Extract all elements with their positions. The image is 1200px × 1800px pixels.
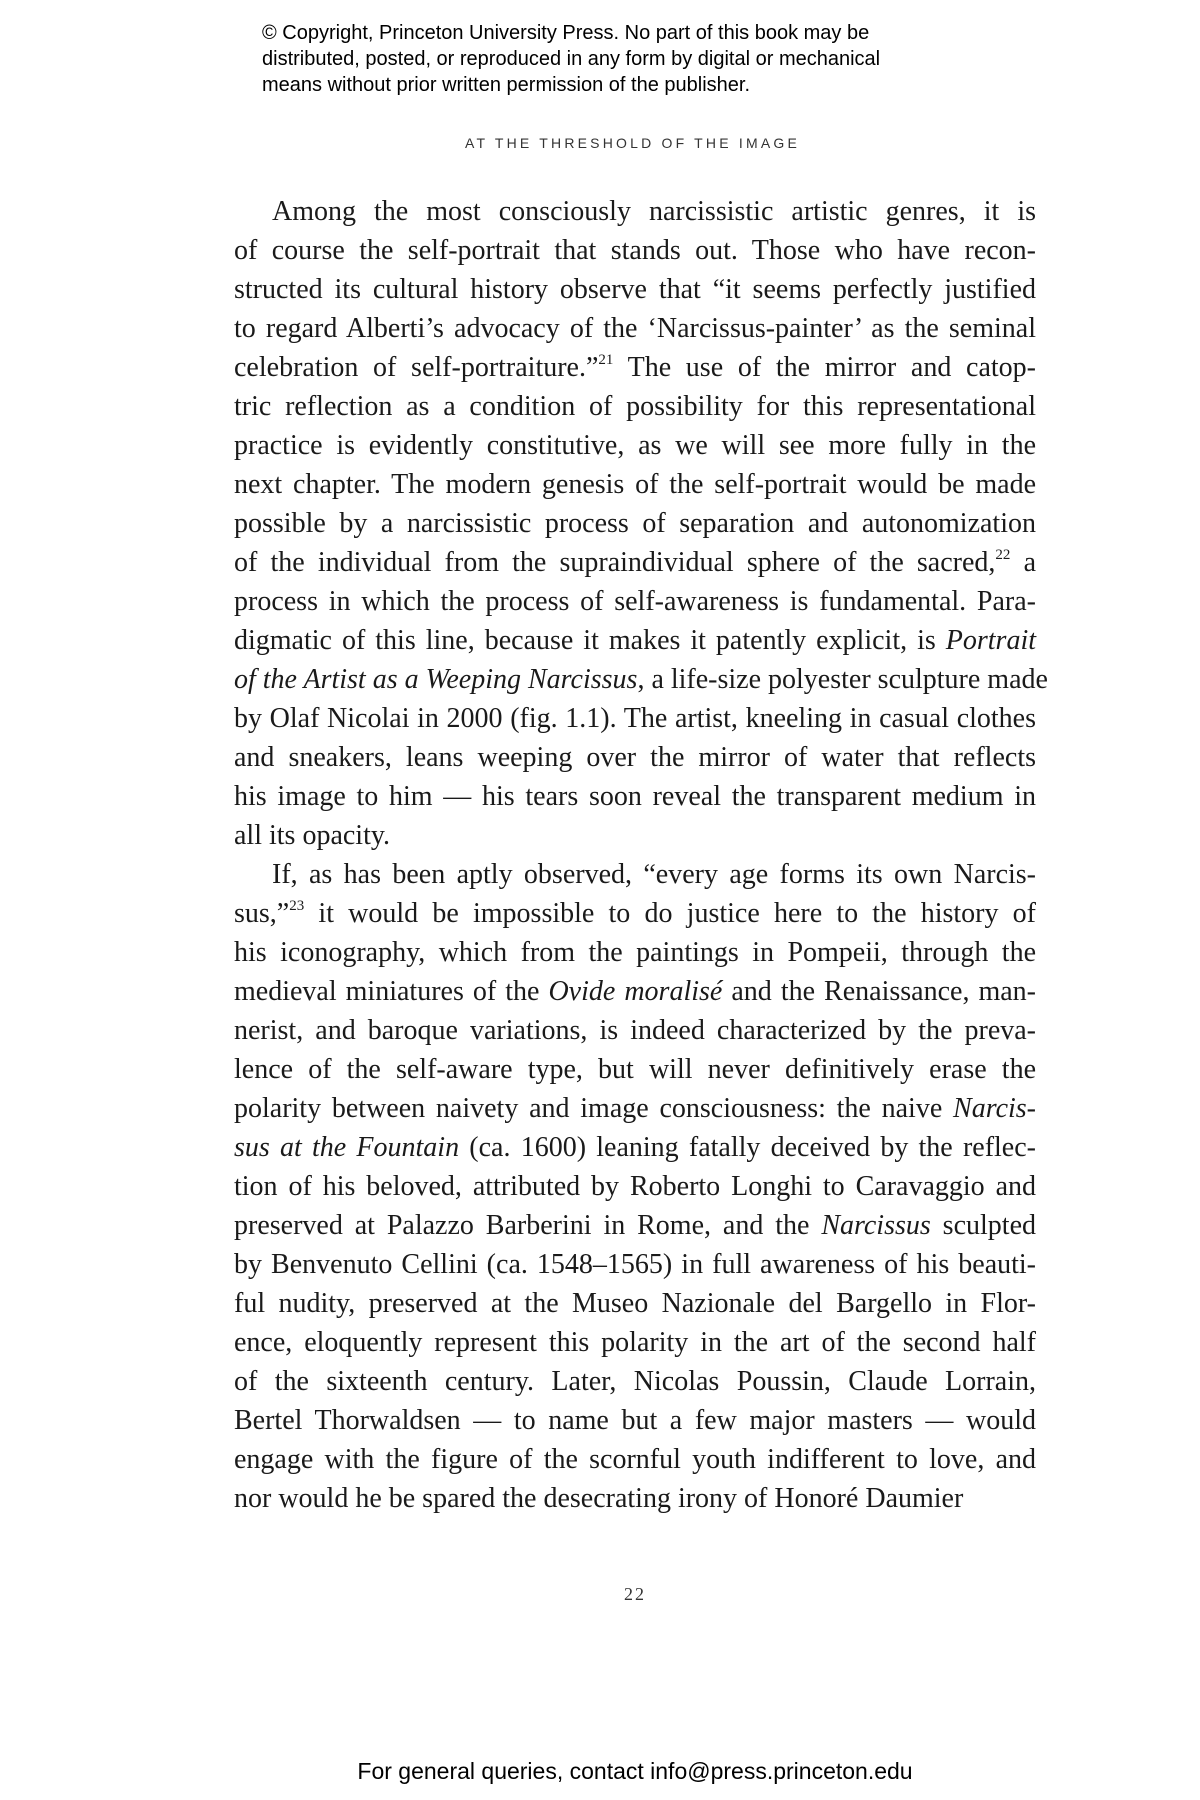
text-line (234, 387, 1036, 426)
text-line (234, 1323, 1036, 1362)
text-run: it would be impossible to do justice here to the history of (304, 898, 1036, 929)
copyright-notice (262, 20, 1022, 98)
text-run: his image to him — his tears soon reveal the transparent medium in (234, 781, 1036, 812)
text-run: and the Renaissance, man- (722, 976, 1036, 1007)
text-run: celebration of self-portraiture.” (234, 352, 599, 383)
text-line (234, 1479, 1036, 1518)
text-run: nor would he be spared the desecrating irony of Honoré Daumier (234, 1483, 964, 1514)
italic-title: Narcissus (821, 1210, 931, 1241)
page-number: 22 (624, 1584, 646, 1604)
text-line (234, 777, 1036, 816)
text-run: possible by a narcissistic process of separation and autonomization (234, 508, 1036, 539)
text-run: a (1010, 547, 1037, 578)
footnote-reference[interactable]: 22 (995, 547, 1011, 563)
text-run: If, as has been aptly observed, “every age forms its own Narcis- (272, 859, 1036, 890)
text-run: lence of the self-aware type, but will never definitively erase the (234, 1054, 1036, 1085)
paragraph-2 (234, 855, 1036, 1518)
footnote-reference[interactable]: 21 (598, 352, 614, 368)
text-run: of the individual from the supraindividual sphere of the sacred, (234, 547, 996, 578)
copyright-line: means without prior written permission of the publisher. (262, 74, 751, 96)
text-run: by Olaf Nicolai in 2000 (fig. 1.1). The artist, kneeling in casual clothes (234, 703, 1036, 734)
text-line (234, 660, 1048, 699)
text-line (234, 894, 1036, 933)
text-run: Among the most consciously narcissistic artistic genres, it is (272, 196, 1036, 227)
text-line (234, 348, 1036, 387)
text-line (234, 543, 1036, 582)
text-run: medieval miniatures of the (234, 976, 549, 1007)
text-run: polarity between naivety and image consciousness: the naive (234, 1093, 954, 1124)
text-line (234, 1284, 1036, 1323)
text-line (234, 465, 1036, 504)
text-line (234, 1050, 1036, 1089)
text-line (234, 816, 1036, 855)
copyright-line: © Copyright, Princeton University Press. No part of this book may be (262, 22, 870, 44)
text-run: of the sixteenth century. Later, Nicolas Poussin, Claude Lorrain, (234, 1366, 1036, 1397)
italic-title: Portrait (945, 625, 1036, 656)
text-line (234, 192, 1036, 231)
copyright-line: distributed, posted, or reproduced in any form by digital or mechanical (262, 48, 881, 70)
text-line (234, 1089, 1036, 1128)
text-run: The use of the mirror and catop- (613, 352, 1036, 383)
text-line (234, 1245, 1036, 1284)
italic-title: sus at the Fountain (234, 1132, 460, 1163)
text-run: of course the self-portrait that stands out. Those who have recon- (234, 235, 1036, 266)
text-run: nerist, and baroque variations, is indeed characterized by the preva- (234, 1015, 1036, 1046)
text-line (234, 1206, 1036, 1245)
body-text (234, 192, 1048, 1518)
text-run: ful nudity, preserved at the Museo Nazionale del Bargello in Flor- (234, 1288, 1036, 1319)
text-run: and sneakers, leans weeping over the mirror of water that reflects (234, 742, 1036, 773)
italic-title: of the Artist as a Weeping Narcissus (234, 664, 638, 695)
italic-title: Ovide moralisé (548, 976, 723, 1007)
text-run: process in which the process of self-awareness is fundamental. Para- (234, 586, 1036, 617)
text-line (234, 309, 1036, 348)
text-run: tion of his beloved, attributed by Roberto Longhi to Caravaggio and (234, 1171, 1036, 1202)
text-line (234, 1167, 1036, 1206)
text-run: sculpted (930, 1210, 1036, 1241)
text-line (234, 699, 1036, 738)
italic-title: Narcis- (953, 1093, 1036, 1124)
text-run: by Benvenuto Cellini (ca. 1548–1565) in full awareness of his beauti- (234, 1249, 1036, 1280)
text-line (234, 1440, 1036, 1479)
text-line (234, 621, 1036, 660)
text-run: practice is evidently constitutive, as we will see more fully in the (234, 430, 1036, 461)
text-line (234, 738, 1036, 777)
text-line (234, 855, 1036, 894)
text-line (234, 933, 1036, 972)
text-run: structed its cultural history observe that “it seems perfectly justified (234, 274, 1036, 305)
text-run: , a life-size polyester sculpture made (637, 664, 1048, 695)
footer-contact: For general queries, contact info@press.princeton.edu (357, 1758, 913, 1784)
text-line (234, 426, 1036, 465)
text-run: digmatic of this line, because it makes it patently explicit, is (234, 625, 946, 656)
text-run: sus,” (234, 898, 290, 929)
text-run: (ca. 1600) leaning fatally deceived by the reflec- (459, 1132, 1036, 1163)
text-line (234, 1128, 1036, 1167)
text-run: tric reflection as a condition of possibility for this representational (234, 391, 1036, 422)
text-run: his iconography, which from the paintings in Pompeii, through the (234, 937, 1036, 968)
text-line (234, 270, 1036, 309)
text-line (234, 1362, 1036, 1401)
text-run: next chapter. The modern genesis of the self-portrait would be made (234, 469, 1036, 500)
text-run: Bertel Thorwaldsen — to name but a few major masters — would (234, 1405, 1036, 1436)
text-line (234, 231, 1036, 270)
text-run: preserved at Palazzo Barberini in Rome, and the (234, 1210, 822, 1241)
text-run: engage with the figure of the scornful youth indifferent to love, and (234, 1444, 1036, 1475)
text-run: ence, eloquently represent this polarity in the art of the second half (234, 1327, 1036, 1358)
text-line (234, 582, 1036, 621)
running-head: AT THE THRESHOLD OF THE IMAGE (465, 135, 800, 151)
text-run: all its opacity. (234, 820, 391, 851)
footnote-reference[interactable]: 23 (289, 898, 305, 914)
text-line (234, 504, 1036, 543)
text-run: to regard Alberti’s advocacy of the ‘Narcissus-painter’ as the seminal (234, 313, 1036, 344)
paragraph-1 (234, 192, 1048, 855)
text-line (234, 1401, 1036, 1440)
text-line (234, 1011, 1036, 1050)
text-line (234, 972, 1036, 1011)
